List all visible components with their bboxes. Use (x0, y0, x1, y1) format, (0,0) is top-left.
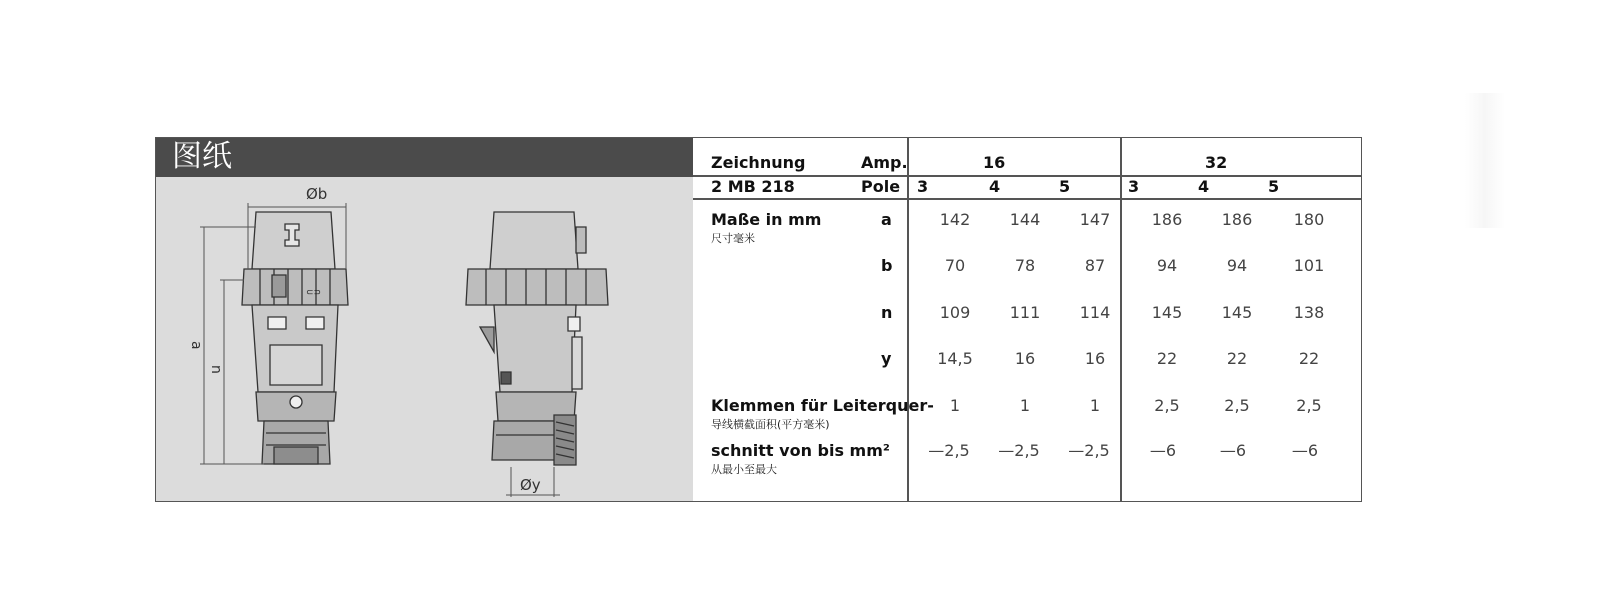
table-cell: 180 (1293, 210, 1325, 229)
table-cell: 138 (1293, 303, 1325, 322)
masse-zh: 尺寸毫米 (711, 232, 755, 245)
masse-label: Maße in mm (711, 210, 822, 229)
amp-16-header: 16 (983, 153, 1006, 172)
table-cell: 87 (1084, 256, 1106, 275)
table-cell: 114 (1079, 303, 1111, 322)
pole-header: 5 (1059, 177, 1071, 196)
spec-sheet (155, 137, 1362, 502)
row-key-y: y (881, 349, 892, 368)
table-cell: 145 (1221, 303, 1253, 322)
table-cell: —6 (1291, 441, 1319, 460)
table-cell: 142 (939, 210, 971, 229)
dimension-table (693, 138, 1361, 501)
table-cell: 144 (1009, 210, 1041, 229)
table-cell: 186 (1221, 210, 1253, 229)
table-cell: 94 (1156, 256, 1178, 275)
svg-text:⊂⊃: ⊂⊃ (306, 288, 322, 298)
table-cell: —6 (1219, 441, 1247, 460)
table-cell: 145 (1151, 303, 1183, 322)
table-cell: 1 (1089, 396, 1101, 415)
amp-32-header: 32 (1205, 153, 1228, 172)
table-cell: 94 (1226, 256, 1248, 275)
table-cell: 186 (1151, 210, 1183, 229)
table-cell: 22 (1298, 349, 1320, 368)
plug-drawing (156, 177, 693, 501)
table-cell: 109 (939, 303, 971, 322)
drawing-title: 图纸 (172, 139, 232, 174)
header-bottom-divider (693, 198, 1361, 200)
table-cell: —2,5 (928, 441, 970, 460)
table-cell: 22 (1156, 349, 1178, 368)
plug-front-view (242, 212, 348, 464)
table-cell: 147 (1079, 210, 1111, 229)
row-key-a: a (881, 210, 892, 229)
pole-header: 3 (917, 177, 929, 196)
dim-n-label: n (208, 365, 224, 374)
table-cell: 22 (1226, 349, 1248, 368)
table-cell: 2,5 (1296, 396, 1322, 415)
table-cell: 1 (949, 396, 961, 415)
table-cell: 16 (1084, 349, 1106, 368)
schnitt-zh: 从最小至最大 (711, 463, 777, 476)
table-cell: —6 (1149, 441, 1177, 460)
column-divider-16 (907, 138, 909, 501)
table-cell: 111 (1009, 303, 1041, 322)
pole-header: 5 (1268, 177, 1280, 196)
klemmen-label: Klemmen für Leiterquer- (711, 396, 934, 415)
dim-y-label: Øy (520, 476, 541, 494)
pole-header: 4 (989, 177, 1001, 196)
row-key-n: n (881, 303, 893, 322)
background-fade (1465, 93, 1505, 228)
klemmen-zh: 导线横截面积(平方毫米) (711, 418, 830, 431)
row-key-b: b (881, 256, 893, 275)
table-cell: 101 (1293, 256, 1325, 275)
table-cell: 2,5 (1154, 396, 1180, 415)
table-cell: —2,5 (1068, 441, 1110, 460)
table-cell: 16 (1014, 349, 1036, 368)
table-cell: 1 (1019, 396, 1031, 415)
schnitt-label: schnitt von bis mm² (711, 441, 890, 460)
plug-side-view (466, 212, 608, 465)
pole-label: Pole (861, 177, 901, 196)
table-cell: 78 (1014, 256, 1036, 275)
table-cell: 14,5 (937, 349, 973, 368)
amp-label: Amp. (861, 153, 908, 172)
zeichnung-value: 2 MB 218 (711, 177, 795, 196)
table-cell: 70 (944, 256, 966, 275)
dim-a-label: a (188, 341, 204, 350)
zeichnung-label: Zeichnung (711, 153, 806, 172)
table-cell: —2,5 (998, 441, 1040, 460)
pole-header: 3 (1128, 177, 1140, 196)
dim-b-label: Øb (306, 185, 328, 203)
table-cell: 2,5 (1224, 396, 1250, 415)
drawing-panel (156, 138, 693, 501)
drawing-header (156, 138, 693, 177)
pole-header: 4 (1198, 177, 1210, 196)
